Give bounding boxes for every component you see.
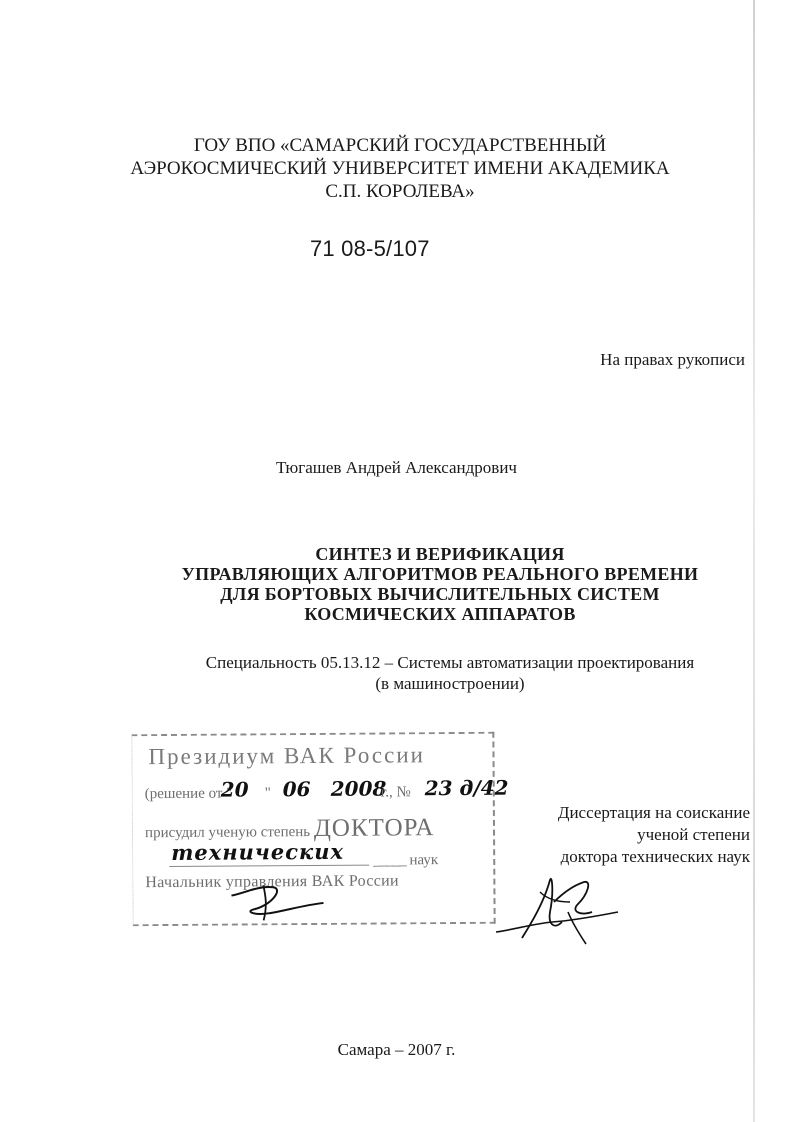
- dissertation-line-1: Диссертация на соискание: [557, 803, 750, 822]
- stamp-degree: ДОКТОРА: [313, 814, 435, 842]
- header-line-1: ГОУ ВПО «САМАРСКИЙ ГОСУДАРСТВЕННЫЙ: [193, 135, 607, 156]
- stamp-quote-mid: ": [264, 785, 271, 802]
- stamp-official-signature-icon: [223, 865, 333, 926]
- title-line-2: УПРАВЛЯЮЩИХ АЛГОРИТМОВ РЕАЛЬНОГО ВРЕМЕНИ: [181, 564, 699, 584]
- stamp-sciences-suffix: _____ наук: [373, 852, 439, 869]
- scan-edge-shadow: [753, 0, 755, 1122]
- stamp-decision-line: [145, 786, 233, 804]
- title-line-4: КОСМИЧЕСКИХ АППАРАТОВ: [304, 604, 576, 624]
- vak-stamp: [131, 732, 509, 927]
- specialty-line-2: (в машиностроении): [375, 674, 525, 693]
- stamp-year: 2008: [330, 776, 387, 801]
- dissertation-line-3: доктора технических наук: [560, 847, 750, 866]
- specialty: [150, 652, 750, 694]
- stamp-decision-number: 23 д/42: [424, 775, 509, 801]
- dissertation-title: [150, 544, 730, 624]
- author-name: Тюгашев Андрей Александрович: [276, 458, 517, 477]
- place-year: Самара – 2007 г.: [337, 1040, 456, 1059]
- stamp-field: технических: [171, 838, 345, 865]
- title-line-1: СИНТЕЗ И ВЕРИФИКАЦИЯ: [315, 544, 565, 564]
- stamp-year-suffix: г., №: [380, 784, 411, 801]
- rights-note: На правах рукописи: [600, 350, 745, 369]
- header-line-3: С.П. КОРОЛЕВА»: [325, 181, 475, 202]
- stamp-month: 06: [282, 777, 311, 802]
- document-code: 71 08-5/107: [310, 236, 430, 261]
- organization-header: [100, 134, 700, 203]
- title-line-3: ДЛЯ БОРТОВЫХ ВЫЧИСЛИТЕЛЬНЫХ СИСТЕМ: [220, 584, 660, 604]
- author-signature-icon: [492, 872, 622, 952]
- stamp-day: 20: [220, 777, 249, 802]
- specialty-line-1: Специальность 05.13.12 – Системы автоматизации проектирования: [205, 653, 695, 672]
- stamp-awarded-prefix: присудил ученую степень: [144, 824, 311, 842]
- header-line-2: АЭРОКОСМИЧЕСКИЙ УНИВЕРСИТЕТ ИМЕНИ АКАДЕМИКА: [130, 158, 670, 179]
- dissertation-note: [520, 802, 750, 868]
- dissertation-line-2: ученой степени: [637, 825, 750, 844]
- stamp-signature-line: Начальник управления ВАК России: [145, 872, 399, 892]
- stamp-decision-prefix: (решение от ": [144, 785, 233, 803]
- stamp-heading: Президиум ВАК России: [148, 742, 426, 770]
